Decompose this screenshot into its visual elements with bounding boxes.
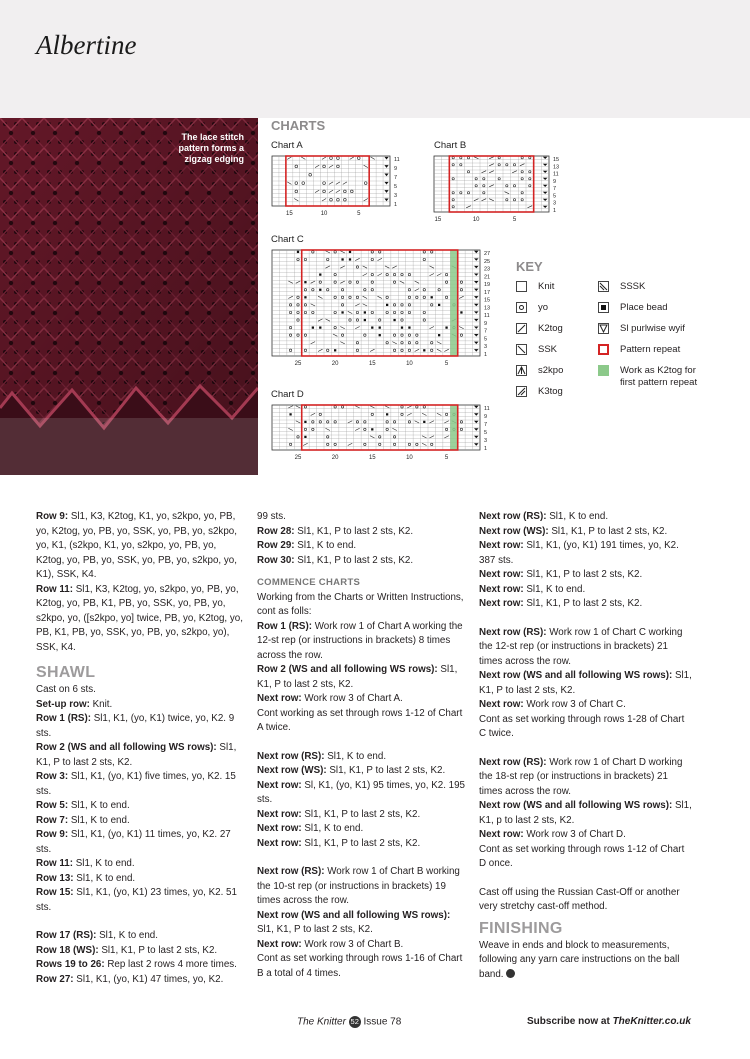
chart-col-label: 5 <box>357 211 361 217</box>
chart-row-label: 3 <box>484 438 488 444</box>
instruction-text: Knit. <box>92 698 113 710</box>
instruction-text: Work row 3 of Chart B. <box>304 938 404 950</box>
chart-row-label: 7 <box>553 186 557 193</box>
instruction-lead: Next row (RS): <box>479 626 550 638</box>
chart-col-label: 20 <box>331 455 339 461</box>
instruction-line <box>479 510 694 525</box>
instruction-lead: Row 1 (RS): <box>36 713 94 724</box>
instruction-text: Sl1, K to end. <box>75 858 135 869</box>
instruction-line <box>479 799 694 828</box>
instruction-lead: Next row: <box>479 699 527 710</box>
chart-a-label: Chart A <box>271 140 303 151</box>
instruction-lead: Next row: <box>257 693 305 704</box>
instruction-lead: Next row (WS and all following WS rows): <box>257 909 451 921</box>
chart-row-label: 1 <box>484 446 488 452</box>
instruction-line <box>257 865 467 909</box>
instruction-text: Cont as set working through rows 1-16 of Chart B a total of 4 times. <box>257 953 463 979</box>
chart-stitch <box>304 281 306 283</box>
footer-subscribe: Subscribe now at <box>527 1016 610 1027</box>
chart-stitch <box>371 326 373 328</box>
instruction-text: Sl1, K1, (yo, K1) twice, yo, K2. 9 sts. <box>36 713 235 739</box>
key-item <box>598 365 708 389</box>
chart-stitch <box>304 296 306 298</box>
instruction-line <box>479 756 694 800</box>
instruction-line <box>257 510 467 525</box>
key-item <box>598 281 645 293</box>
footer-issue: Issue 78 <box>363 1016 402 1028</box>
chart-row-label: 9 <box>484 414 488 420</box>
instruction-lead: Row 15: <box>36 887 77 898</box>
instruction-line <box>479 568 694 583</box>
chart-col-label: 15 <box>368 455 376 461</box>
instruction-lead: Row 13: <box>36 872 77 884</box>
key-item <box>598 323 685 335</box>
instruction-text: Sl1, K1, P to last 2 sts, K2. <box>101 944 218 956</box>
footer-magazine: The Knitter <box>297 1016 346 1028</box>
chart-stitch <box>304 436 306 438</box>
column-3 <box>479 510 694 982</box>
instruction-lead: Rows 19 to 26: <box>36 959 108 970</box>
chart-row-label: 1 <box>553 208 557 214</box>
instruction-line <box>479 843 694 872</box>
instruction-text: Work row 1 of Chart C working the 12-st rep (or instructions in brackets) 21 times across the row. <box>479 626 683 667</box>
chart-stitch <box>460 311 462 313</box>
chart-stitch <box>289 413 291 415</box>
instruction-lead: Set-up row: <box>36 698 93 710</box>
chart-row-label: 11 <box>484 406 490 412</box>
instruction-line <box>36 828 246 857</box>
key-item-label: K2tog <box>538 323 563 334</box>
key-item <box>516 386 563 398</box>
instruction-line <box>257 663 467 692</box>
instruction-lead: Row 1 (RS): <box>257 620 315 632</box>
chart-stitch <box>423 421 425 423</box>
instruction-text: Cast on 6 sts. <box>36 684 96 695</box>
chart-row-label: 11 <box>394 157 400 163</box>
key-item <box>516 302 548 314</box>
instruction-line <box>36 872 246 887</box>
instruction-lead: Row 17 (RS): <box>36 930 100 941</box>
instruction-lead: Row 11: <box>36 583 76 595</box>
chart-row-label: 5 <box>484 336 488 343</box>
key-item <box>598 302 668 314</box>
chart-col-label: 10 <box>406 455 413 461</box>
chart-row-label: 3 <box>394 193 398 199</box>
chart-stitch <box>386 304 388 306</box>
instruction-lead: Next row: <box>257 837 305 849</box>
instruction-line <box>36 973 246 988</box>
instruction-text: Sl1, K3, K2tog, yo, s2kpo, yo, PB, yo, K2tog, yo, PB, K1, PB, yo, SSK, yo, PB, yo, s2kpo, yo, ([s2kpo, yo] twice, PB, yo, K2tog, yo, PB, K1, PB, yo, SSK, yo, PB, yo, s2kpo, yo), SSK, K4. <box>36 583 243 653</box>
instruction-line <box>257 779 467 808</box>
chart-stitch <box>386 413 388 415</box>
chart-row-label: 27 <box>484 251 491 257</box>
chart-row-label: 15 <box>484 297 491 304</box>
instruction-text: Cont working as set through rows 1-12 of Chart A twice. <box>257 707 463 733</box>
instruction-lead: Next row: <box>479 598 527 609</box>
key-item <box>598 344 680 356</box>
instruction-lead: Next row (WS and all following WS rows): <box>479 800 675 811</box>
instruction-text: Rep last 2 rows 4 more times. <box>107 959 237 970</box>
instruction-text: Sl, K1, (yo, K1) 95 times, yo, K2. 195 sts. <box>257 779 465 805</box>
instruction-line <box>257 750 467 765</box>
instruction-line <box>479 669 694 698</box>
instruction-line <box>479 525 694 540</box>
footer-left <box>297 1016 401 1028</box>
charts-heading: CHARTS <box>271 118 326 133</box>
instruction-text: Sl1, K to end. <box>297 540 357 551</box>
instruction-line <box>36 944 246 959</box>
instruction-lead: Next row (RS): <box>257 866 328 877</box>
instruction-line <box>257 525 467 540</box>
cast-off-text: Cast off using the Russian Cast-Off or another very stretchy cast-off method. <box>479 886 680 912</box>
chart-row-label: 5 <box>394 184 398 190</box>
instruction-text: Sl1, K1, (yo, K1) five times, yo, K2. 15 sts. <box>36 771 236 797</box>
instruction-text: Sl1, K1, P to last 2 sts, K2. <box>297 525 414 537</box>
chart-col-label: 25 <box>294 361 302 367</box>
key-item <box>516 323 563 335</box>
chart-stitch <box>371 428 373 430</box>
instruction-line <box>257 539 467 554</box>
key-item-label: K3tog <box>538 386 563 397</box>
instruction-text: Work row 3 of Chart C. <box>526 699 626 710</box>
instruction-lead: Row 28: <box>257 525 298 537</box>
key-item <box>516 344 557 356</box>
chart-c-label: Chart C <box>271 234 304 245</box>
instruction-text: Sl1, K1, P to last 2 sts, K2. <box>479 670 692 696</box>
chart-stitch <box>349 258 351 260</box>
instruction-line <box>36 799 246 814</box>
footer-right <box>527 1016 691 1027</box>
instruction-line <box>36 929 246 944</box>
instruction-lead: Row 7: <box>36 814 71 826</box>
key-item-label: Pattern repeat <box>620 344 681 355</box>
chart-row-label: 21 <box>484 274 491 281</box>
instruction-line <box>479 583 694 598</box>
key-item <box>516 365 563 377</box>
instruction-line <box>36 741 246 770</box>
instruction-lead: Next row (RS): <box>257 750 328 762</box>
instruction-line <box>36 857 246 872</box>
chart-col-label: 10 <box>406 361 413 367</box>
instruction-lead: Row 3: <box>36 771 71 782</box>
instruction-text: Sl1, K1, P to last 2 sts, K2. <box>526 569 643 580</box>
instruction-line <box>36 814 246 829</box>
chart-col-label: 5 <box>444 361 449 367</box>
key-item <box>516 281 554 293</box>
instruction-line <box>257 952 467 981</box>
ssk-icon <box>516 344 527 355</box>
chart-d-label: Chart D <box>271 389 304 400</box>
instruction-lead: Next row (WS): <box>257 765 330 776</box>
instruction-line <box>257 591 467 620</box>
instruction-line <box>36 886 246 915</box>
instruction-lead: Row 29: <box>257 540 298 551</box>
k2tog-icon <box>516 323 527 334</box>
finishing-text: Weave in ends and block to measurements, following any yarn care instructions on the ball band. <box>479 939 680 980</box>
instruction-text: Work row 1 of Chart A working the 12-st rep (or instructions in brackets) 8 times across the row. <box>257 620 463 661</box>
instruction-line <box>479 597 694 612</box>
instruction-text: Sl1, K1, P to last 2 sts, K2. <box>551 525 668 537</box>
instruction-line <box>479 698 694 713</box>
instruction-line <box>36 712 246 741</box>
instruction-text: Sl1, K1, P to last 2 sts, K2. <box>526 598 643 609</box>
chart-stitch <box>334 349 336 351</box>
instruction-lead: Next row: <box>479 540 527 551</box>
slip-icon <box>598 323 609 334</box>
chart-stitch <box>319 289 321 291</box>
commence-charts-heading: COMMENCE CHARTS <box>257 577 361 588</box>
instruction-lead: Row 11: <box>36 858 76 869</box>
chart-stitch <box>431 296 433 298</box>
instruction-line <box>257 822 467 837</box>
chart-col-label: 25 <box>294 455 302 461</box>
chart-stitch <box>341 258 343 260</box>
chart-stitch <box>379 334 381 336</box>
instruction-lead: Row 27: <box>36 973 77 985</box>
chart-stitch <box>423 349 425 351</box>
instruction-line <box>36 770 246 799</box>
chart-stitch <box>312 326 314 328</box>
chart-row-label: 13 <box>553 164 560 171</box>
instruction-text: Sl1, K3, K2tog, K1, yo, s2kpo, yo, PB, yo, K2tog, yo, PB, yo, SSK, yo, PB, yo, s2kpo, yo, K1, (s2kpo, K1, yo, s2kpo, yo, PB, yo, K2tog, yo, PB, yo, SSK, yo, PB, yo, s2kpo, yo, K1), SSK, K4. <box>36 511 237 580</box>
instruction-line <box>479 626 694 670</box>
instruction-line <box>36 583 246 656</box>
chart-row-label: 23 <box>484 266 491 273</box>
instruction-text: Sl1, K to end. <box>70 800 130 811</box>
s2kpo-icon <box>516 365 527 376</box>
instruction-text: Sl1, K1, P to last 2 sts, K2. <box>257 924 373 935</box>
instruction-line <box>257 938 467 953</box>
chart-row-label: 1 <box>394 202 398 208</box>
chart-row-label: 9 <box>484 320 488 327</box>
key-item-label: Knit <box>538 281 555 292</box>
instruction-line <box>479 828 694 843</box>
chart-stitch <box>319 326 321 328</box>
chart-row-label: 9 <box>553 178 557 185</box>
chart-row-label: 15 <box>553 157 560 163</box>
chart-stitch <box>438 334 440 336</box>
chart-green-column <box>450 405 457 450</box>
chart-col-label: 15 <box>286 211 293 217</box>
instruction-text: Sl1, K1, P to last 2 sts, K2. <box>304 837 421 849</box>
instruction-text: Work row 3 of Chart D. <box>526 829 626 840</box>
instruction-line <box>36 683 246 698</box>
instruction-lead: Row 30: <box>257 554 298 566</box>
instruction-lead: Next row: <box>257 938 305 950</box>
instruction-line <box>257 707 467 736</box>
column-2 <box>257 510 467 981</box>
chart-row-label: 3 <box>553 200 557 207</box>
instruction-line <box>36 958 246 973</box>
chart-col-label: 5 <box>512 217 517 223</box>
instruction-text: Cont as set working through rows 1-28 of Chart C twice. <box>479 713 685 739</box>
photo-caption: The lace stitch pattern forms a zigzag edging <box>178 132 244 164</box>
key-item-label: s2kpo <box>538 365 564 376</box>
chart-b-label: Chart B <box>434 140 467 151</box>
instruction-lead: Next row (WS): <box>479 525 552 537</box>
page-number: 52 <box>350 1017 359 1026</box>
instruction-lead: Row 2 (WS and all following WS rows): <box>257 664 441 675</box>
chart-col-label: 15 <box>368 361 376 367</box>
chart-d-grid <box>272 405 490 461</box>
instruction-lead: Next row (RS): <box>479 511 550 522</box>
instruction-text: 99 sts. <box>257 511 286 522</box>
chart-row-label: 3 <box>484 344 488 351</box>
finishing-heading: FINISHING <box>479 919 563 937</box>
chart-row-label: 9 <box>394 166 398 172</box>
chart-a-grid <box>272 156 400 217</box>
instruction-line <box>257 837 467 852</box>
instruction-lead: Next row: <box>257 823 305 834</box>
instruction-lead: Row 9: <box>36 829 71 840</box>
chart-col-label: 10 <box>472 217 480 223</box>
chart-row-label: 17 <box>484 289 491 296</box>
chart-stitch <box>379 326 381 328</box>
chart-stitch <box>445 326 447 328</box>
chart-stitch <box>319 273 321 275</box>
key-heading: KEY <box>516 259 543 274</box>
instruction-lead: Next row: <box>479 829 527 840</box>
instruction-text: Working from the Charts or Written Instructions, cont as folls: <box>257 591 464 617</box>
instruction-lead: Next row: <box>257 808 305 820</box>
footer-site: TheKnitter.co.uk <box>612 1016 691 1027</box>
key-item-label: SSK <box>538 344 558 355</box>
chart-stitch <box>341 311 343 313</box>
page-title: Albertine <box>36 30 137 60</box>
instruction-text: Sl1, K to end. <box>99 930 158 941</box>
chart-row-label: 11 <box>553 171 559 178</box>
chart-stitch <box>364 319 366 321</box>
key-item-label: Sl purlwise wyif <box>620 323 685 334</box>
chart-green-column <box>450 250 457 356</box>
instruction-text: Sl1, K to end. <box>526 583 586 595</box>
instruction-text: Sl1, K to end. <box>327 750 387 762</box>
key-item-label: yo <box>538 302 549 313</box>
chart-row-label: 11 <box>484 313 490 320</box>
instruction-line <box>36 510 246 583</box>
chart-row-label: 5 <box>553 193 557 200</box>
chart-row-label: 19 <box>484 282 491 289</box>
instruction-line <box>257 692 467 707</box>
repeat-icon <box>598 344 609 355</box>
instruction-line <box>257 909 467 938</box>
bead-icon <box>598 302 609 313</box>
instruction-text: Sl1, K to end. <box>549 511 609 522</box>
instruction-text: Sl1, K1, (yo, K1) 23 times, yo, K2. 51 sts. <box>36 887 237 913</box>
instruction-lead: Row 9: <box>36 511 71 522</box>
instruction-text: Sl1, K1, P to last 2 sts, K2. <box>297 554 414 566</box>
chart-row-label: 25 <box>484 258 491 265</box>
instruction-text: Sl1, K to end. <box>304 823 364 834</box>
instruction-text: Sl1, K1, P to last 2 sts, K2. <box>36 742 237 768</box>
key-item-label: SSSK <box>620 281 646 292</box>
chart-stitch <box>408 326 410 328</box>
instruction-line <box>257 554 467 569</box>
instruction-lead: Row 2 (WS and all following WS rows): <box>36 742 220 753</box>
knit-icon <box>516 281 527 292</box>
instruction-text: Sl1, K1, P to last 2 sts, K2. <box>304 808 421 820</box>
chart-stitch <box>438 304 440 306</box>
chart-col-label: 10 <box>320 211 328 217</box>
instruction-lead: Next row: <box>479 583 527 595</box>
yo-icon <box>516 302 527 313</box>
instruction-text: Sl1, K to end. <box>70 814 130 826</box>
shawl-heading: SHAWL <box>36 664 96 681</box>
chart-stitch <box>364 311 366 313</box>
chart-col-label: 20 <box>331 361 339 367</box>
chart-col-label: 5 <box>444 455 449 461</box>
end-mark-icon <box>506 969 515 978</box>
chart-stitch <box>304 421 306 423</box>
key-item-label: Work as K2tog for first pattern repeat <box>620 365 698 388</box>
instruction-text: Sl1, K to end. <box>76 872 136 884</box>
instruction-text: Sl1, K1, (yo, K1) 191 times, yo, K2. 387 sts. <box>479 540 679 566</box>
instruction-line <box>479 539 694 568</box>
chart-row-label: 7 <box>394 175 398 181</box>
instruction-text: Sl1, K1, P to last 2 sts, K2. <box>329 765 446 776</box>
instruction-text: Sl1, K1, (yo, K1) 11 times, yo, K2. 27 sts. <box>36 829 231 855</box>
instruction-text: Sl1, K1, p to last 2 sts, K2. <box>479 800 692 826</box>
chart-row-label: 13 <box>484 305 491 312</box>
instruction-line <box>257 620 467 664</box>
chart-row-label: 7 <box>484 328 488 335</box>
instruction-text: Work row 1 of Chart D working the 18-st rep (or instructions in brackets) 21 times across the row. <box>479 756 683 797</box>
instruction-lead: Row 18 (WS): <box>36 944 102 956</box>
chart-row-label: 7 <box>484 422 488 428</box>
chart-row-label: 5 <box>484 430 488 436</box>
instruction-lead: Next row: <box>479 569 527 580</box>
instruction-text: Cont as set working through rows 1-12 of Chart D once. <box>479 843 685 869</box>
sssk-icon <box>598 281 609 292</box>
column-1 <box>36 510 246 987</box>
chart-stitch <box>297 251 299 253</box>
instruction-text: Sl1, K1, P to last 2 sts, K2. <box>257 664 458 690</box>
instruction-text: Work row 3 of Chart A. <box>304 693 403 704</box>
instruction-text: Sl1, K1, (yo, K1) 47 times, yo, K2. <box>76 973 224 985</box>
chart-stitch <box>401 326 403 328</box>
green-square-icon <box>598 365 609 376</box>
instruction-line <box>36 698 246 713</box>
instruction-lead: Row 5: <box>36 800 71 811</box>
chart-b-grid <box>434 156 559 223</box>
instruction-lead: Next row (WS and all following WS rows): <box>479 670 675 681</box>
chart-c-grid <box>272 250 490 367</box>
chart-row-label: 1 <box>484 352 488 358</box>
instruction-text: Work row 1 of Chart B working the 10-st rep (or instructions in brackets) 19 times across the row. <box>257 866 460 906</box>
instruction-line <box>257 808 467 823</box>
chart-stitch <box>393 319 395 321</box>
chart-stitch <box>349 251 351 253</box>
chart-col-label: 15 <box>434 217 442 223</box>
instruction-lead: Next row (RS): <box>479 756 550 768</box>
key-item-label: Place bead <box>620 302 668 313</box>
k3tog-icon <box>516 386 527 397</box>
instruction-lead: Next row: <box>257 779 305 791</box>
instruction-line <box>479 713 694 742</box>
instruction-line <box>257 764 467 779</box>
